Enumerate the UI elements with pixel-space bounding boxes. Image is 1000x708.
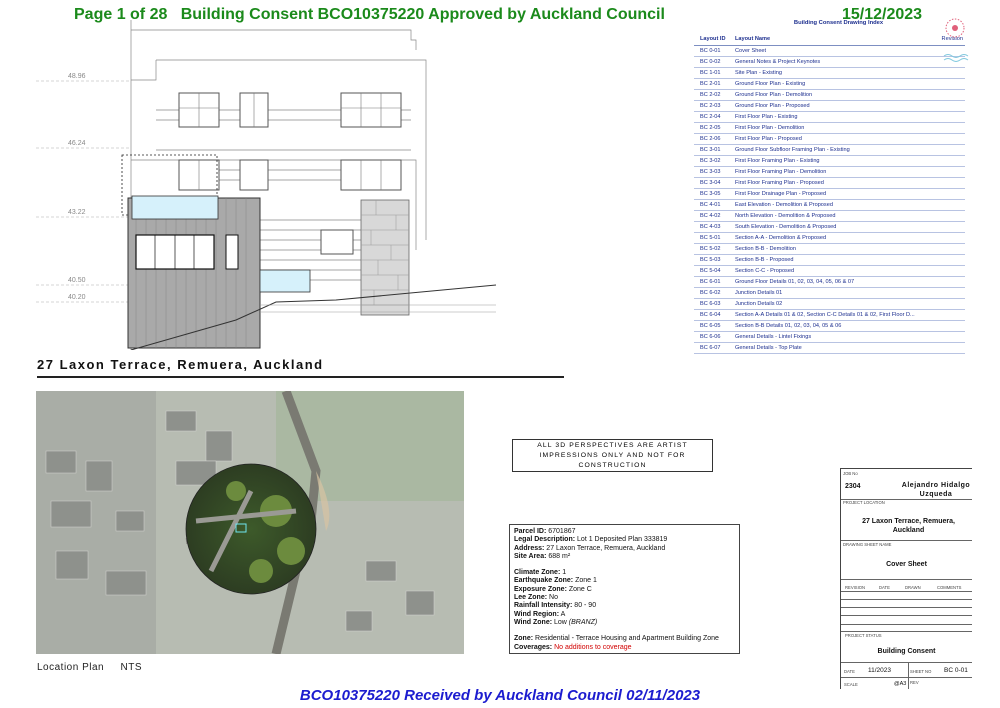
drawing-index-row xyxy=(694,57,965,68)
drawing-index-row xyxy=(694,310,965,321)
exposure-label: Exposure Zone: xyxy=(514,585,567,593)
drawing-index-header xyxy=(694,34,965,46)
layout-revision xyxy=(933,299,965,309)
rev-label: REV xyxy=(910,680,919,685)
layout-id: BC 2-04 xyxy=(700,114,721,120)
layout-revision xyxy=(933,266,965,276)
layout-id: BC 6-06 xyxy=(700,334,721,340)
project-status: Building Consent xyxy=(877,648,936,655)
layout-id: BC 4-01 xyxy=(700,202,721,208)
rev-col: DRAWN xyxy=(905,585,921,590)
drawing-index-rows xyxy=(694,46,965,354)
layout-name: Section A-A - Demolition & Proposed xyxy=(735,235,827,241)
layout-name: First Floor Framing Plan - Existing xyxy=(735,158,820,164)
project-location-label: PROJECT LOCATION xyxy=(843,500,885,505)
layout-name: Section B-B - Proposed xyxy=(735,257,794,263)
drawing-index xyxy=(694,20,965,354)
project-location: 27 Laxon Terrace, Remuera, Auckland xyxy=(862,518,955,534)
site-area-label: Site Area: xyxy=(514,552,547,560)
drawing-index-row xyxy=(694,255,965,266)
layout-id: BC 2-01 xyxy=(700,81,721,87)
scale-value: @A3 xyxy=(894,681,907,687)
drawing-index-row xyxy=(694,134,965,145)
designer-name: Alejandro Hidalgo Uzqueda xyxy=(901,482,971,498)
layout-revision xyxy=(933,343,965,353)
drawing-index-row xyxy=(694,90,965,101)
layout-id: BC 5-03 xyxy=(700,257,721,263)
drawing-index-row xyxy=(694,343,965,354)
drawing-index-row xyxy=(694,332,965,343)
layout-id: BC 5-02 xyxy=(700,246,721,252)
layout-name: Junction Details 01 xyxy=(735,290,783,296)
layout-name: Ground Floor Subfloor Framing Plan - Existing xyxy=(735,147,850,153)
page-header-date: 15/12/2023 xyxy=(842,6,923,23)
level-label: 48.96 xyxy=(68,73,86,80)
layout-revision xyxy=(933,167,965,177)
rainfall-intensity: 80 - 90 xyxy=(574,602,597,610)
layout-id: BC 2-06 xyxy=(700,136,721,142)
layout-revision xyxy=(933,123,965,133)
level-label: 40.50 xyxy=(68,277,86,284)
col-layout-name: Layout Name xyxy=(735,36,771,42)
layout-name: General Details - Lintel Fixings xyxy=(735,334,812,340)
layout-revision xyxy=(933,68,965,78)
layout-id: BC 0-01 xyxy=(700,48,721,54)
layout-name: Site Plan - Existing xyxy=(735,70,782,76)
layout-name: General Notes & Project Keynotes xyxy=(735,59,821,65)
drawing-index-row xyxy=(694,200,965,211)
layout-name: General Details - Top Plate xyxy=(735,345,802,351)
layout-id: BC 6-07 xyxy=(700,345,721,351)
layout-id: BC 5-01 xyxy=(700,235,721,241)
drawing-index-row xyxy=(694,233,965,244)
elevation-drawing xyxy=(36,20,566,350)
location-map xyxy=(36,391,464,654)
level-label: 40.20 xyxy=(68,294,86,301)
legal-label: Legal Description: xyxy=(514,536,576,544)
title-block xyxy=(840,468,972,689)
level-label: 43.22 xyxy=(68,209,86,216)
wind-region: A xyxy=(560,610,566,618)
layout-id: BC 6-04 xyxy=(700,312,721,318)
layout-name: Junction Details 02 xyxy=(735,301,783,307)
layout-name: Section B-B Details 01, 02, 03, 04, 05 & 06 xyxy=(735,323,842,329)
layout-id: BC 0-02 xyxy=(700,59,721,65)
lee-zone: No xyxy=(549,594,558,602)
site-area: 688 m² xyxy=(548,552,571,560)
drawing-index-row xyxy=(694,178,965,189)
parcel-info-box xyxy=(509,524,740,654)
layout-revision xyxy=(933,145,965,155)
address-value: 27 Laxon Terrace, Remuera, Auckland xyxy=(546,544,666,552)
layout-revision xyxy=(933,288,965,298)
wind-region-label: Wind Region: xyxy=(514,610,560,618)
layout-name: First Floor Drainage Plan - Proposed xyxy=(735,191,827,197)
layout-id: BC 2-02 xyxy=(700,92,721,98)
layout-revision xyxy=(933,277,965,287)
job-no: 2304 xyxy=(845,483,861,490)
layout-id: BC 3-01 xyxy=(700,147,721,153)
col-revision: Revision xyxy=(941,36,963,42)
layout-id: BC 4-03 xyxy=(700,224,721,230)
drawing-index-title: Building Consent Drawing Index xyxy=(793,20,884,26)
layout-revision xyxy=(933,189,965,199)
legal-description: Lot 1 Deposited Plan 333819 xyxy=(577,536,668,544)
layout-id: BC 6-05 xyxy=(700,323,721,329)
sheet-name: Cover Sheet xyxy=(886,561,927,568)
project-status-label: PROJECT STATUS xyxy=(845,633,882,638)
layout-revision xyxy=(933,178,965,188)
rev-col: COMMENTS xyxy=(937,585,962,590)
layout-revision xyxy=(933,79,965,89)
layout-name: Section A-A Details 01 & 02, Section C-C Details 01 & 02, First Floor D... xyxy=(735,312,915,318)
address-label: Address: xyxy=(514,544,545,552)
layout-id: BC 3-03 xyxy=(700,169,721,175)
drawing-index-row xyxy=(694,244,965,255)
earthquake-label: Earthquake Zone: xyxy=(514,577,574,585)
layout-id: BC 4-02 xyxy=(700,213,721,219)
layout-name: Cover Sheet xyxy=(735,48,767,54)
layout-id: BC 6-01 xyxy=(700,279,721,285)
parcel-id: 6701867 xyxy=(548,528,576,535)
company-logo-icon xyxy=(942,16,970,66)
job-no-label: JOB No xyxy=(843,471,858,476)
layout-id: BC 3-05 xyxy=(700,191,721,197)
layout-name: Ground Floor Plan - Proposed xyxy=(735,103,810,109)
layout-revision xyxy=(933,255,965,265)
layout-revision xyxy=(933,211,965,221)
layout-name: Section B-B - Demolition xyxy=(735,246,796,252)
layout-revision xyxy=(933,310,965,320)
col-layout-id: Layout ID xyxy=(700,36,726,42)
layout-name: First Floor Framing Plan - Proposed xyxy=(735,180,824,186)
drawing-index-row xyxy=(694,277,965,288)
level-label: 46.24 xyxy=(68,140,86,147)
layout-name: East Elevation - Demolition & Proposed xyxy=(735,202,833,208)
wind-zone: Low xyxy=(554,618,567,626)
layout-revision xyxy=(933,321,965,331)
drawing-index-row xyxy=(694,222,965,233)
layout-revision xyxy=(933,90,965,100)
drawing-index-row xyxy=(694,112,965,123)
zone-label: Zone: xyxy=(514,635,534,643)
drawing-index-row xyxy=(694,156,965,167)
rainfall-label: Rainfall Intensity: xyxy=(514,602,573,610)
date-value: 11/2023 xyxy=(868,667,892,674)
layout-name: Ground Floor Plan - Existing xyxy=(735,81,806,87)
rev-col: DATE xyxy=(879,585,890,590)
layout-id: BC 3-04 xyxy=(700,180,721,186)
layout-revision xyxy=(933,101,965,111)
layout-revision xyxy=(933,134,965,144)
drawing-index-row xyxy=(694,189,965,200)
layout-name: First Floor Framing Plan - Demolition xyxy=(735,169,827,175)
layout-name: First Floor Plan - Proposed xyxy=(735,136,802,142)
location-plan-caption: Location Plan NTS xyxy=(37,662,142,673)
drawing-sheet-name-label: DRAWING SHEET NAME xyxy=(843,542,892,547)
layout-revision xyxy=(933,156,965,166)
page-header-title: Page 1 of 28 Building Consent BCO10375220 Approved by Auckland Council xyxy=(74,6,665,23)
title-underline xyxy=(37,376,564,378)
drawing-index-row xyxy=(694,46,965,57)
drawing-index-row xyxy=(694,145,965,156)
sheet-no-label: SHEET NO xyxy=(910,669,932,674)
layout-revision xyxy=(933,222,965,232)
exposure-zone: Zone C xyxy=(568,585,592,593)
layout-name: Section C-C - Proposed xyxy=(735,268,795,274)
drawing-index-row xyxy=(694,211,965,222)
sheet-no: BC 0-01 xyxy=(944,667,968,674)
drawing-index-row xyxy=(694,101,965,112)
layout-id: BC 1-01 xyxy=(700,70,721,76)
climate-zone: 1 xyxy=(562,569,567,577)
layout-name: First Floor Plan - Existing xyxy=(735,114,798,120)
coverages-label: Coverages: xyxy=(514,643,553,651)
drawing-index-row xyxy=(694,167,965,178)
layout-name: North Elevation - Demolition & Proposed xyxy=(735,213,836,219)
wind-zone-label: Wind Zone: xyxy=(514,618,553,626)
layout-name: South Elevation - Demolition & Proposed xyxy=(735,224,837,230)
climate-label: Climate Zone: xyxy=(514,569,561,577)
coverages-value: No additions to coverage xyxy=(554,643,632,651)
perspective-notice: ALL 3D PERSPECTIVES ARE ARTIST IMPRESSIONS ONLY AND NOT FOR CONSTRUCTION xyxy=(512,439,713,472)
layout-id: BC 6-03 xyxy=(700,301,721,307)
lee-label: Lee Zone: xyxy=(514,594,548,602)
parcel-id-label: Parcel ID: xyxy=(514,528,547,535)
wind-zone-note: (BRANZ) xyxy=(568,618,598,626)
drawing-index-row xyxy=(694,68,965,79)
scale-label: SCALE xyxy=(844,682,858,687)
layout-id: BC 3-02 xyxy=(700,158,721,164)
address-title: 27 Laxon Terrace, Remuera, Auckland xyxy=(37,357,324,372)
layout-revision xyxy=(933,332,965,342)
layout-name: First Floor Plan - Demolition xyxy=(735,125,805,131)
drawing-index-row xyxy=(694,288,965,299)
date-label: DATE xyxy=(844,669,855,674)
layout-id: BC 5-04 xyxy=(700,268,721,274)
layout-revision xyxy=(933,112,965,122)
layout-revision xyxy=(933,200,965,210)
drawing-index-row xyxy=(694,321,965,332)
layout-revision xyxy=(933,244,965,254)
layout-id: BC 2-03 xyxy=(700,103,721,109)
rev-col: REVISION xyxy=(845,585,866,590)
layout-name: Ground Floor Details 01, 02, 03, 04, 05, 06 & 07 xyxy=(735,279,855,285)
page-footer-received: BCO10375220 Received by Auckland Council 02/11/2023 xyxy=(299,687,701,704)
drawing-index-row xyxy=(694,266,965,277)
drawing-index-row xyxy=(694,299,965,310)
layout-revision xyxy=(933,233,965,243)
drawing-index-row xyxy=(694,79,965,90)
layout-id: BC 6-02 xyxy=(700,290,721,296)
earthquake-zone: Zone 1 xyxy=(575,577,597,585)
zone-value: Residential - Terrace Housing and Apartment Building Zone xyxy=(535,635,719,643)
drawing-index-row xyxy=(694,123,965,134)
layout-id: BC 2-05 xyxy=(700,125,721,131)
layout-name: Ground Floor Plan - Demolition xyxy=(735,92,813,98)
